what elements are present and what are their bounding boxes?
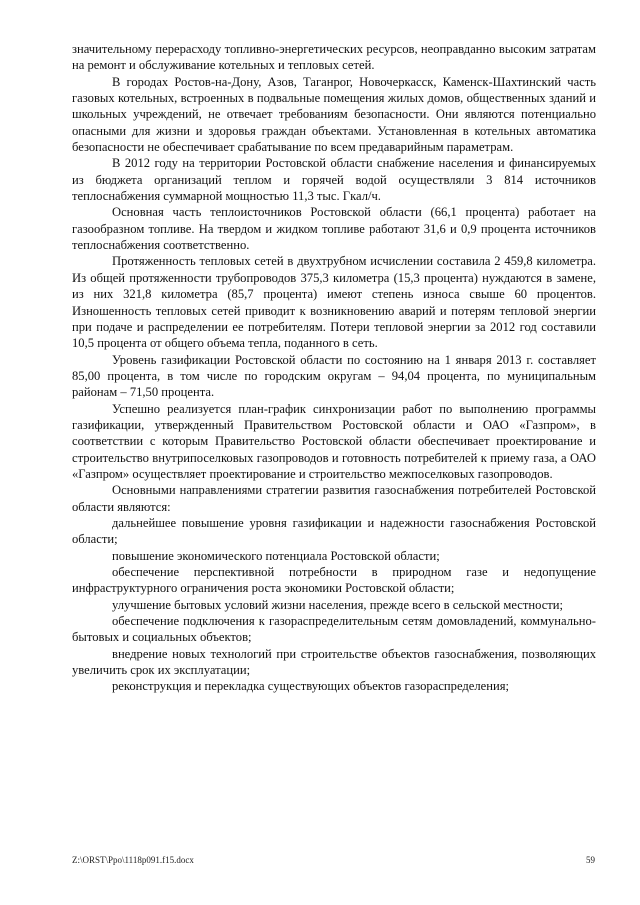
- list-item: реконструкция и перекладка существующих объектов газораспределения;: [112, 679, 510, 694]
- paragraph: Основными направлениями стратегии развития газоснабжения потребителей Ростовской области являются:: [72, 483, 596, 514]
- paragraph: Уровень газификации Ростовской области по состоянию на 1 января 2013 г. составляет 85,00 процента, в том числе по городским округам – 94,04 процента, по муниципальным районам – 71,50 процента.: [72, 352, 596, 400]
- paragraph: В городах Ростов-на-Дону, Азов, Таганрог, Новочеркасск, Каменск-Шахтинский часть газовых котельных, встроенных в подвальные помещения жилых домов, общественных зданий и школьных учреждений, не отвечает требованиям безопасности. Они являются потенциально опасными для жизни и здоровья граждан объектами. Установленная в котельных автоматика безопасности не обеспечивает срабатывание по всем предаварийным параметрам.: [72, 74, 596, 155]
- footer-file-path: Z:\ORST\Ppo\1118p091.f15.docx: [72, 855, 194, 865]
- list-item: обеспечение подключения к газораспределительным сетям домовладений, коммунально-бытовых и социальных объектов;: [72, 614, 596, 645]
- list-item: дальнейшее повышение уровня газификации и надежности газоснабжения Ростовской области;: [72, 515, 596, 547]
- list-item: обеспечение перспективной потребности в природном газе и недопущение инфраструктурного ограничения роста экономики Ростовской области;: [72, 565, 596, 596]
- paragraph: В 2012 году на территории Ростовской области снабжение населения и финансируемых из бюджета организаций теплом и горячей водой осуществляли 3 814 источников теплоснабжения суммарной мощностью 11,3 тыс. Гкал/ч.: [72, 156, 596, 204]
- list-item: повышение экономического потенциала Ростовской области;: [112, 548, 440, 563]
- paragraph: Успешно реализуется план-график синхронизации работ по выполнению программы газификации, утвержденный Правительством Ростовской области и ОАО «Газпром», в соответствии с которым Правительство Ростовской области обеспечивает проектирование и строительство внутрипоселковых газопроводов и готовность потребителей к приему газа, а ОАО «Газпром» осуществляет проектирование и строительство межпоселковых газопроводов.: [72, 401, 596, 481]
- paragraph: Основная часть теплоисточников Ростовской области (66,1 процента) работает на газообразном топливе. На твердом и жидком топливе работают 31,6 и 0,9 процента источников теплоснабжения соответственно.: [72, 205, 596, 253]
- list-item: улучшение бытовых условий жизни населения, прежде всего в сельской местности;: [112, 597, 564, 612]
- page-number: 59: [586, 855, 595, 865]
- paragraph: Протяженность тепловых сетей в двухтрубном исчислении составила 2 459,8 километра. Из общей протяженности трубопроводов 375,3 километра (15,3 процента) нуждаются в замене, из них 321,8 километра (85,7 процента) имеют степень износа свыше 60 процентов. Изношенность тепловых сетей приводит к возникновению аварий и потерям тепловой энергии при подаче и распределении ее потребителям. Потери тепловой энергии за 2012 год составили 10,5 процента от общего объема тепла, поданного в сеть.: [72, 254, 596, 351]
- body-text: [72, 41, 596, 695]
- list-item: внедрение новых технологий при строительстве объектов газоснабжения, позволяющих увеличить срок их эксплуатации;: [72, 646, 596, 678]
- paragraph: значительному перерасходу топливно-энергетических ресурсов, неоправданно высоким затратам на ремонт и обслуживание котельных и тепловых сетей.: [72, 42, 596, 73]
